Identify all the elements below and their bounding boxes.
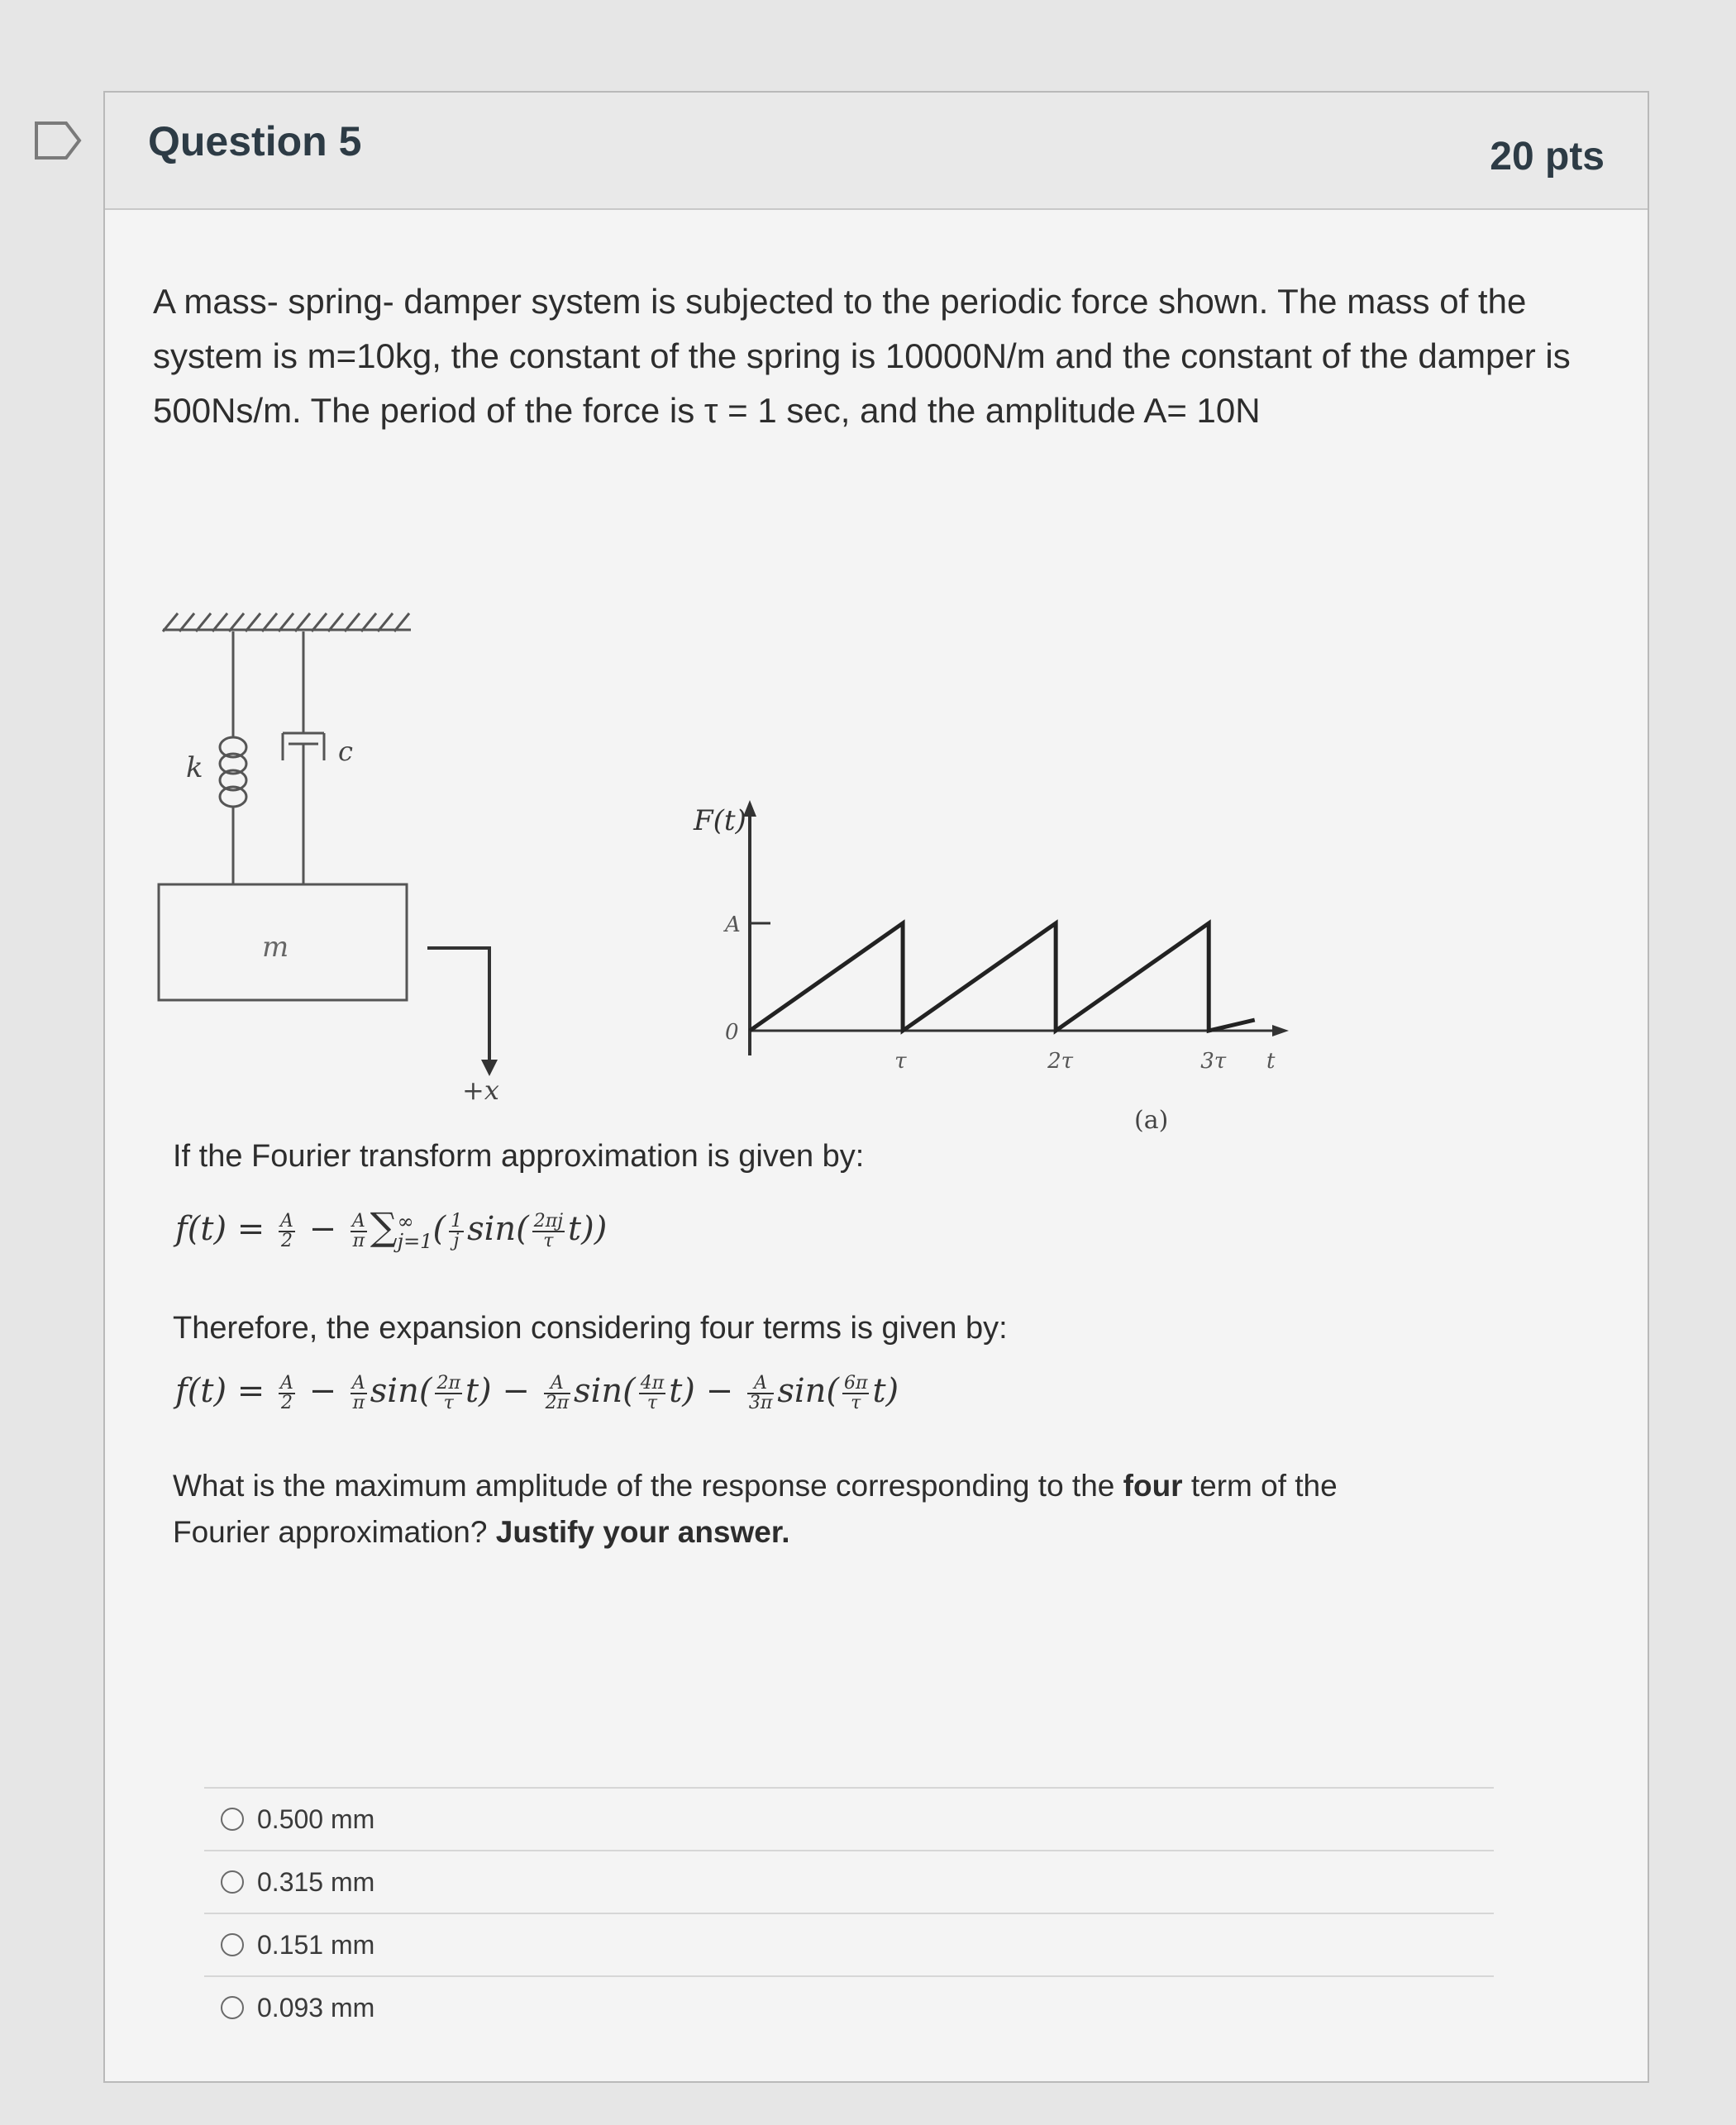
answer-label-2: 0.315 mm xyxy=(257,1866,375,1897)
x-tick-label: 3τ xyxy=(1200,1049,1227,1074)
y-tick-label: 0 xyxy=(725,1020,739,1045)
question-title: Question 5 xyxy=(148,118,362,164)
direction-label: +x xyxy=(462,1074,499,1106)
expansion-intro: Therefore, the expansion considering four terms is given by: xyxy=(173,1311,1008,1346)
x-tick-label: τ xyxy=(894,1049,907,1074)
x-tick-label: 2τ xyxy=(1047,1049,1074,1074)
answer-label-3: 0.151 mm xyxy=(257,1929,375,1960)
x-axis-arrow xyxy=(1272,1025,1289,1036)
prompt-line-2: system is m=10kg, the constant of the spring is 10000N/m and the constant of the damper is xyxy=(153,336,1571,375)
mass-spring-damper-diagram xyxy=(155,531,700,1109)
fourier-intro: If the Fourier transform approximation is given by: xyxy=(173,1139,865,1174)
force-plot xyxy=(684,795,1510,1142)
plot-caption: (a) xyxy=(1134,1106,1169,1135)
prompt-line-1: A mass- spring- damper system is subjected to the periodic force shown. The mass of the xyxy=(153,282,1527,321)
answer-option-4[interactable] xyxy=(204,1975,1494,2038)
question-text: What is the maximum amplitude of the response corresponding to the four term of the Fourier approximation? Justify your answer. xyxy=(173,1469,1338,1549)
answer-radio-4[interactable] xyxy=(221,1996,244,2019)
y-tick-label: A xyxy=(725,912,741,937)
spring-label: k xyxy=(186,751,203,784)
answer-option-1[interactable] xyxy=(204,1787,1494,1850)
x-axis-label: t xyxy=(1266,1049,1276,1074)
question-card xyxy=(103,91,1649,2083)
answer-radio-2[interactable] xyxy=(221,1870,244,1894)
answer-option-2[interactable] xyxy=(204,1850,1494,1913)
question-header xyxy=(105,93,1648,210)
answer-options xyxy=(204,1787,1494,2038)
answer-radio-1[interactable] xyxy=(221,1808,244,1831)
answer-radio-3[interactable] xyxy=(221,1933,244,1956)
prompt-line-3: 500Ns/m. The period of the force is τ = 1 sec, and the amplitude A= 10N xyxy=(153,391,1261,430)
damper-label: c xyxy=(338,736,353,767)
four-term-expansion-formula: f(t) = $\frac{A}{2}$ − $\frac{A}{\pi}$ sin( $\frac{2\pi}{\tau}$ t) − $\frac{A}{2\pi}$ sin( $\frac{4\pi}{\tau}$ t) − $\frac{A}{3\pi}$ sin( $\frac{6\pi}{\tau}$ t) xyxy=(175,1372,899,1413)
spring xyxy=(220,631,246,884)
damper xyxy=(283,631,324,884)
force-series-line xyxy=(750,923,1255,1031)
mass-label: m xyxy=(262,931,289,964)
answer-label-4: 0.093 mm xyxy=(257,1992,375,2023)
answer-label-1: 0.500 mm xyxy=(257,1803,375,1834)
ground-hatch xyxy=(163,613,411,631)
plot-ylabel: F(t) xyxy=(694,804,746,837)
fourier-series-formula: f(t) = $\frac{A}{2}$ − $\frac{A}{\pi}$ ∑ ∞ j=1 ( $\frac{1}{j}$ sin( $\frac{2\pi j}{\tau}$ t)) xyxy=(175,1204,608,1253)
question-prompt xyxy=(153,274,1624,438)
answer-option-3[interactable] xyxy=(204,1913,1494,1975)
question-points: 20 pts xyxy=(1490,135,1605,179)
flag-question-icon[interactable] xyxy=(33,120,83,161)
displacement-arrow xyxy=(427,948,498,1076)
